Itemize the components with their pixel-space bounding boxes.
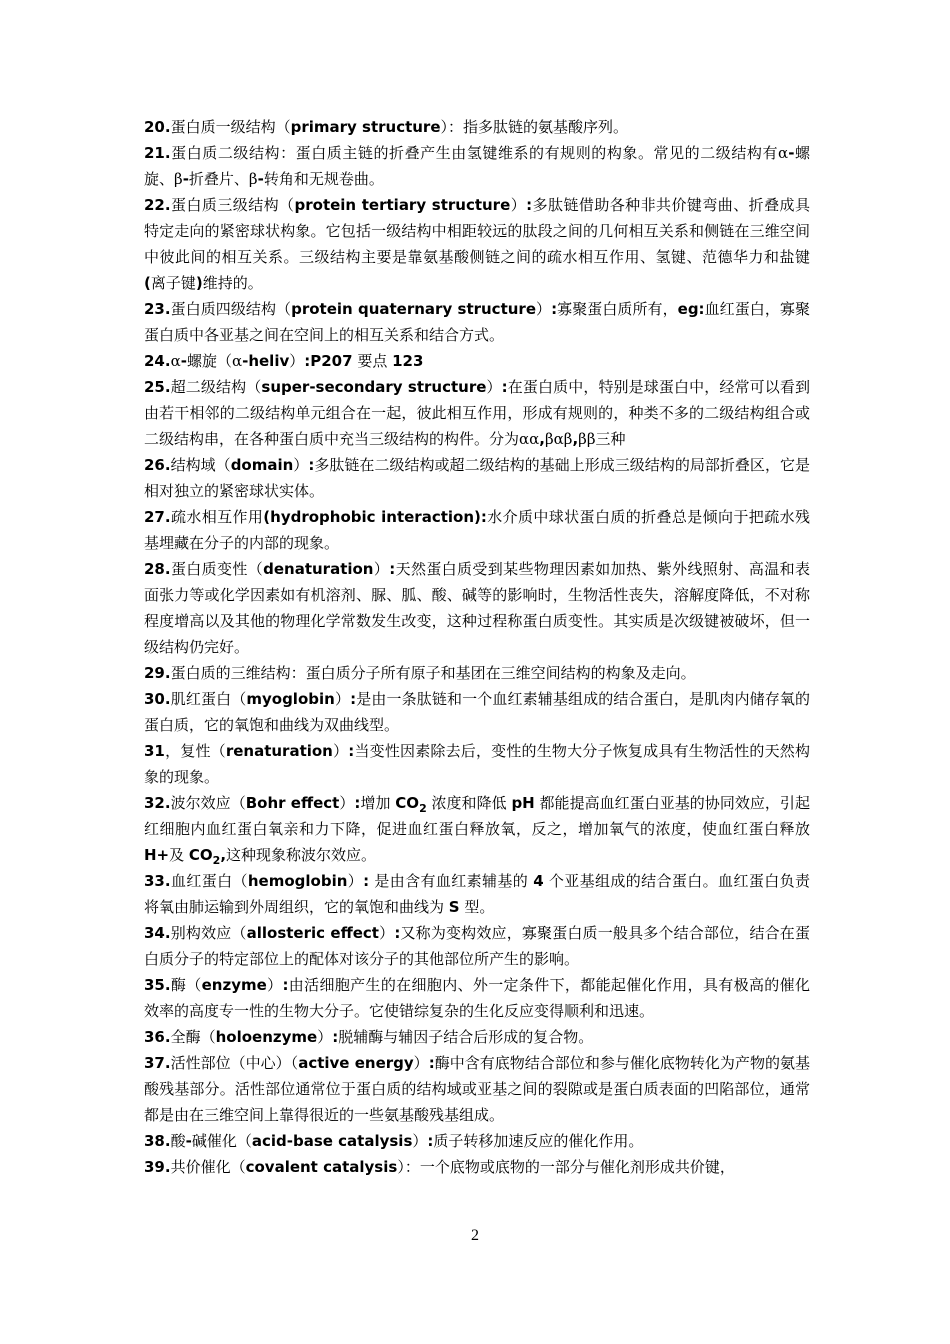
entry-35: 35.酶（enzyme）:由活细胞产生的在细胞内、外一定条件下，都能起催化作用，具有极高的催化效率的高度专一性的生物大分子。它使错综复杂的生化反应变得顺利和迅速。 bbox=[144, 976, 810, 1020]
document-body bbox=[144, 114, 810, 1180]
entry-33: 33.血红蛋白（hemoglobin）: 是由含有血红素辅基的 4 个亚基组成的结合蛋白。血红蛋白负责将氧由肺运输到外周组织，它的氧饱和曲线为 S 型。 bbox=[144, 872, 810, 916]
entry-37: 37.活性部位（中心）（active energy）:酶中含有底物结合部位和参与催化底物转化为产物的氨基酸残基部分。活性部位通常位于蛋白质的结构域或亚基之间的裂隙或是蛋白质表面的凹陷部位，通常都是由在三维空间上靠得很近的一些氨基酸残基组成。 bbox=[144, 1054, 810, 1124]
entry-21: 21.蛋白质二级结构：蛋白质主链的折叠产生由氢键维系的有规则的构象。常见的二级结构有α-螺旋、β-折叠片、β-转角和无规卷曲。 bbox=[144, 144, 810, 188]
entry-20: 20.蛋白质一级结构（primary structure）：指多肽链的氨基酸序列。 bbox=[144, 118, 629, 136]
entry-36: 36.全酶（holoenzyme）:脱辅酶与辅因子结合后形成的复合物。 bbox=[144, 1028, 594, 1046]
entry-29: 29.蛋白质的三维结构：蛋白质分子所有原子和基团在三维空间结构的构象及走向。 bbox=[144, 664, 696, 682]
entry-24: 24.α-螺旋（α-heliv）:P207 要点 123 bbox=[144, 352, 424, 370]
entry-39: 39.共价催化（covalent catalysis）：一个底物或底物的一部分与催化剂形成共价键， bbox=[144, 1158, 735, 1176]
entry-32: 32.波尔效应（Bohr effect）:增加 $CO_2$ 浓度和降低 pH 都能提高血红蛋白亚基的协同效应，引起红细胞内血红蛋白氧亲和力下降，促进血红蛋白释放氧，反之，增加氧气的浓度，使血红蛋白释放 H+及 $CO_2$,这种现象称波尔效应。 bbox=[144, 794, 810, 867]
entry-38: 38.酸-碱催化（acid-base catalysis）:质子转移加速反应的催化作用。 bbox=[144, 1132, 644, 1150]
entry-28: 28.蛋白质变性（denaturation）:天然蛋白质受到某些物理因素如加热、紫外线照射、高温和表面张力等或化学因素如有机溶剂、脲、胍、酸、碱等的影响时，生物活性丧失，溶解度降低，不对称程度增高以及其他的物理化学常数发生改变，这种过程称蛋白质变性。其实质是次级键被破坏，但一级结构仍完好。 bbox=[144, 560, 810, 656]
entry-34: 34.别构效应（allosteric effect）:又称为变构效应，寡聚蛋白质一般具多个结合部位，结合在蛋白质分子的特定部位上的配体对该分子的其他部位所产生的影响。 bbox=[144, 924, 810, 968]
entry-22: 22.蛋白质三级结构（protein tertiary structure）:多肽链借助各种非共价键弯曲、折叠成具特定走向的紧密球状构象。它包括一级结构中相距较远的肽段之间的几何相互关系和侧链在三维空间中彼此间的相互关系。三级结构主要是靠氨基酸侧链之间的疏水相互作用、氢键、范德华力和盐键(离子键)维持的。 bbox=[144, 196, 810, 292]
entry-30: 30.肌红蛋白（myoglobin）:是由一条肽链和一个血红素辅基组成的结合蛋白，是肌肉内储存氧的蛋白质，它的氧饱和曲线为双曲线型。 bbox=[144, 690, 810, 734]
entry-27: 27.疏水相互作用(hydrophobic interaction):水介质中球状蛋白质的折叠总是倾向于把疏水残基埋藏在分子的内部的现象。 bbox=[144, 508, 810, 552]
entry-23: 23.蛋白质四级结构（protein quaternary structure）:寡聚蛋白质所有，eg:血红蛋白，寡聚蛋白质中各亚基之间在空间上的相互关系和结合方式。 bbox=[144, 300, 810, 344]
page-number: 2 bbox=[471, 1227, 479, 1244]
entry-26: 26.结构域（domain）:多肽链在二级结构或超二级结构的基础上形成三级结构的局部折叠区，它是相对独立的紧密球状实体。 bbox=[144, 456, 810, 500]
entry-31: 31，复性（renaturation）:当变性因素除去后，变性的生物大分子恢复成具有生物活性的天然构象的现象。 bbox=[144, 742, 810, 786]
entry-25: 25.超二级结构（super-secondary structure）:在蛋白质中，特别是球蛋白中，经常可以看到由若干相邻的二级结构单元组合在一起，彼此相互作用，形成有规则的，种类不多的二级结构组合或二级结构串，在各种蛋白质中充当三级结构的构件。分为αα,βαβ,ββ三种 bbox=[144, 378, 810, 448]
